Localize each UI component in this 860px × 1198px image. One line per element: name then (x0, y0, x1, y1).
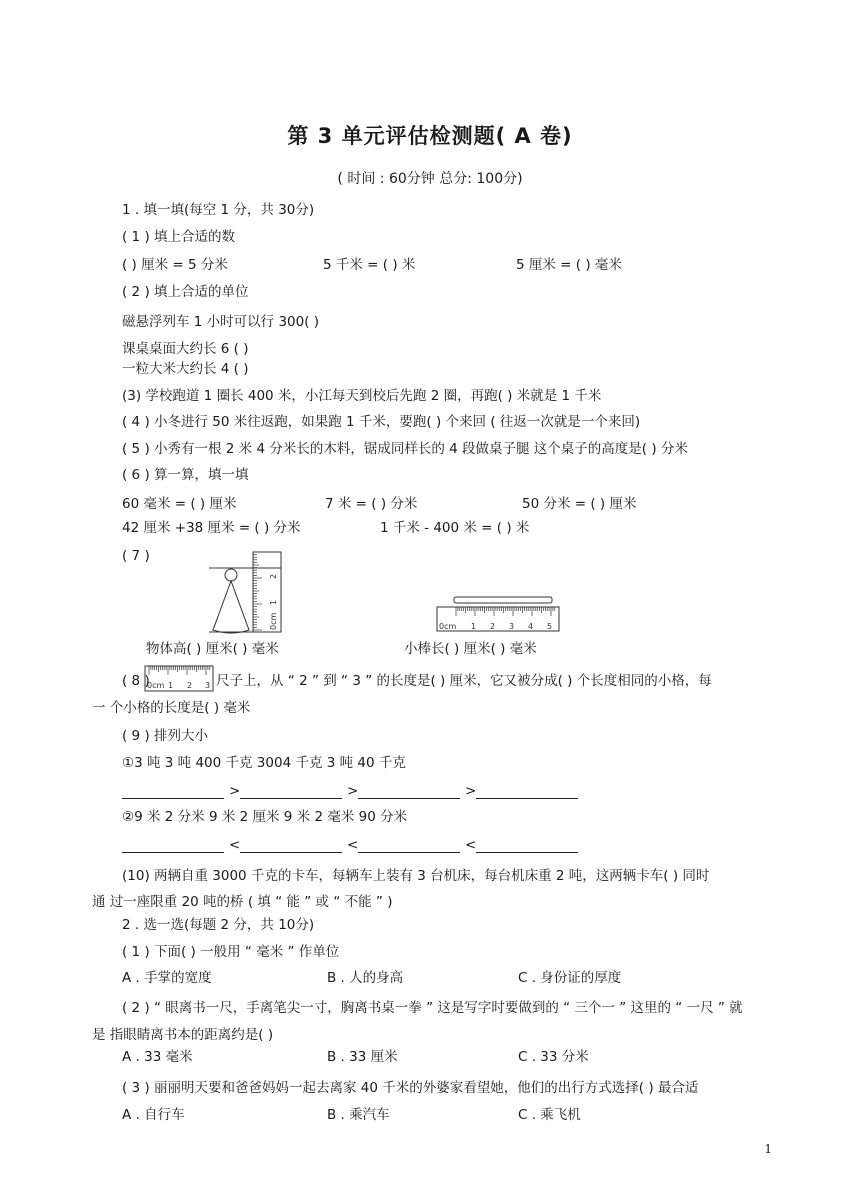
page-title: 第 3 单元评估检测题( A 卷) (287, 124, 573, 148)
q8-text-line1: 尺子上，从 “ 2 ” 到 “ 3 ” 的长度是( ) 厘米，它又被分成( ) 个长度相同的小格，每 (216, 673, 712, 689)
q9-label: ( 9 ) 排列大小 (122, 728, 208, 744)
ruler2-label-2: 2 (490, 622, 496, 631)
q1-item-c: 5 厘米 = ( ) 毫米 (516, 257, 622, 273)
q1-label: ( 1 ) 填上合适的数 (122, 229, 235, 245)
q9-row2-blank-3[interactable] (358, 852, 460, 853)
ruler1-label-1: 1 (269, 599, 278, 605)
s2-q2-stem-line1: ( 2 ) “ 眼离书一尺，手离笔尖一寸，胸离书桌一拳 ” 这是写字时要做到的 “ 三个一 ” 这里的 “ 一尺 ” 就 (122, 1000, 743, 1016)
q9-row1-blank-3[interactable] (358, 798, 460, 799)
q7-caption-stick: 小棒长( ) 厘米( ) 毫米 (404, 641, 537, 657)
q9-row1-blank-2[interactable] (240, 798, 342, 799)
ruler3-label-3: 3 (205, 681, 211, 690)
q2-item-a: 磁悬浮列车 1 小时可以行 300( ) (122, 314, 320, 330)
q9-row2-items: ②9 米 2 分米 9 米 2 厘米 9 米 2 毫米 90 分米 (122, 809, 408, 825)
q6-label: ( 6 ) 算一算，填一填 (122, 467, 249, 483)
ruler2-label-3: 3 (509, 622, 515, 631)
q9-row1-items: ①3 吨 3 吨 400 千克 3004 千克 3 吨 40 千克 (122, 755, 406, 771)
ruler1-label-0: 0cm (269, 612, 278, 630)
q9-row2-blank-4[interactable] (476, 852, 578, 853)
q6-item-a: 60 毫米 = ( ) 厘米 (122, 496, 237, 512)
q10-text-line1: (10) 两辆自重 3000 千克的卡车，每辆车上装有 3 台机床，每台机床重 2 吨，这两辆卡车( ) 同时 (122, 868, 710, 884)
q3-text: (3) 学校跑道 1 圈长 400 米，小江每天到校后先跑 2 圈，再跑( ) 米就是 1 千米 (122, 388, 602, 404)
ruler2-label-4: 4 (528, 622, 534, 631)
q8-text-line2: 一 个小格的长度是( ) 毫米 (92, 700, 251, 716)
q2-item-b: 课桌桌面大约长 6 ( ) (122, 341, 249, 357)
q2-label: ( 2 ) 填上合适的单位 (122, 284, 249, 300)
ruler1-label-2: 2 (269, 573, 278, 579)
stick-ruler-figure (436, 595, 561, 633)
q7-caption-object: 物体高( ) 厘米( ) 毫米 (146, 641, 279, 657)
page-number: 1 (764, 1142, 772, 1156)
q1-item-b: 5 千米 = ( ) 米 (323, 257, 416, 273)
q2-item-c: 一粒大米大约长 4 ( ) (122, 361, 249, 377)
object-ruler-figure (205, 548, 295, 636)
ruler2-label-5: 5 (547, 622, 553, 631)
s2-q3-option-c[interactable]: C . 乘飞机 (518, 1107, 581, 1123)
q9-row2-sym-1: < (229, 837, 241, 853)
q9-row1-blank-4[interactable] (476, 798, 578, 799)
q9-row1-blank-1[interactable] (122, 798, 224, 799)
q7-label: ( 7 ) (122, 548, 150, 564)
q6-item-b: 7 米 = ( ) 分米 (325, 496, 418, 512)
q6-item-e: 1 千米 - 400 米 = ( ) 米 (380, 520, 530, 536)
q5-text: ( 5 ) 小秀有一根 2 米 4 分米长的木料，锯成同样长的 4 段做桌子腿 这个桌子的高度是( ) 分米 (122, 441, 688, 457)
s2-q1-stem: ( 1 ) 下面( ) 一般用 “ 毫米 ” 作单位 (122, 944, 340, 960)
section2-heading: 2 . 选一选(每题 2 分，共 10分) (122, 917, 315, 933)
ruler2-label-0: 0cm (439, 622, 457, 631)
s2-q3-option-b[interactable]: B . 乘汽车 (327, 1107, 390, 1123)
section1-heading: 1 . 填一填(每空 1 分，共 30分) (122, 202, 315, 218)
s2-q1-option-a[interactable]: A . 手掌的宽度 (122, 970, 212, 986)
s2-q2-stem-line2: 是 指眼睛离书本的距离约是( ) (92, 1027, 274, 1043)
s2-q2-option-c[interactable]: C . 33 分米 (518, 1049, 589, 1065)
page-subtitle: ( 时间 : 60分钟 总分: 100分) (337, 171, 523, 187)
s2-q3-stem: ( 3 ) 丽丽明天要和爸爸妈妈一起去离家 40 千米的外婆家看望她，他们的出行方式选择( ) 最合适 (122, 1080, 699, 1096)
q8-label: ( 8 ) (122, 673, 150, 689)
q4-text: ( 4 ) 小冬进行 50 米往返跑，如果跑 1 千米，要跑( ) 个来回 ( 往返一次就是一个来回) (122, 414, 641, 430)
ruler3-label-0: 0cm (147, 681, 165, 690)
q9-row2-blank-2[interactable] (240, 852, 342, 853)
ruler3-label-2: 2 (187, 681, 193, 690)
q9-row2-sym-3: < (465, 837, 477, 853)
s2-q1-option-c[interactable]: C . 身份证的厚度 (518, 970, 622, 986)
s2-q3-option-a[interactable]: A . 自行车 (122, 1107, 185, 1123)
ruler2-label-1: 1 (471, 622, 477, 631)
q9-row1-sym-1: > (229, 783, 241, 799)
q6-item-c: 50 分米 = ( ) 厘米 (522, 496, 637, 512)
s2-q1-option-b[interactable]: B . 人的身高 (327, 970, 404, 986)
s2-q2-option-b[interactable]: B . 33 厘米 (327, 1049, 398, 1065)
q8-ruler-figure (144, 665, 214, 692)
q10-text-line2: 通 过一座限重 20 吨的桥 ( 填 “ 能 ” 或 “ 不能 ” ) (92, 894, 393, 910)
q9-row2-blank-1[interactable] (122, 852, 224, 853)
q9-row2-sym-2: < (347, 837, 359, 853)
q1-item-a: ( ) 厘米 = 5 分米 (122, 257, 228, 273)
ruler3-label-1: 1 (168, 681, 174, 690)
s2-q2-option-a[interactable]: A . 33 毫米 (122, 1049, 193, 1065)
q6-item-d: 42 厘米 +38 厘米 = ( ) 分米 (122, 520, 301, 536)
q9-row1-sym-3: > (465, 783, 477, 799)
q9-row1-sym-2: > (347, 783, 359, 799)
